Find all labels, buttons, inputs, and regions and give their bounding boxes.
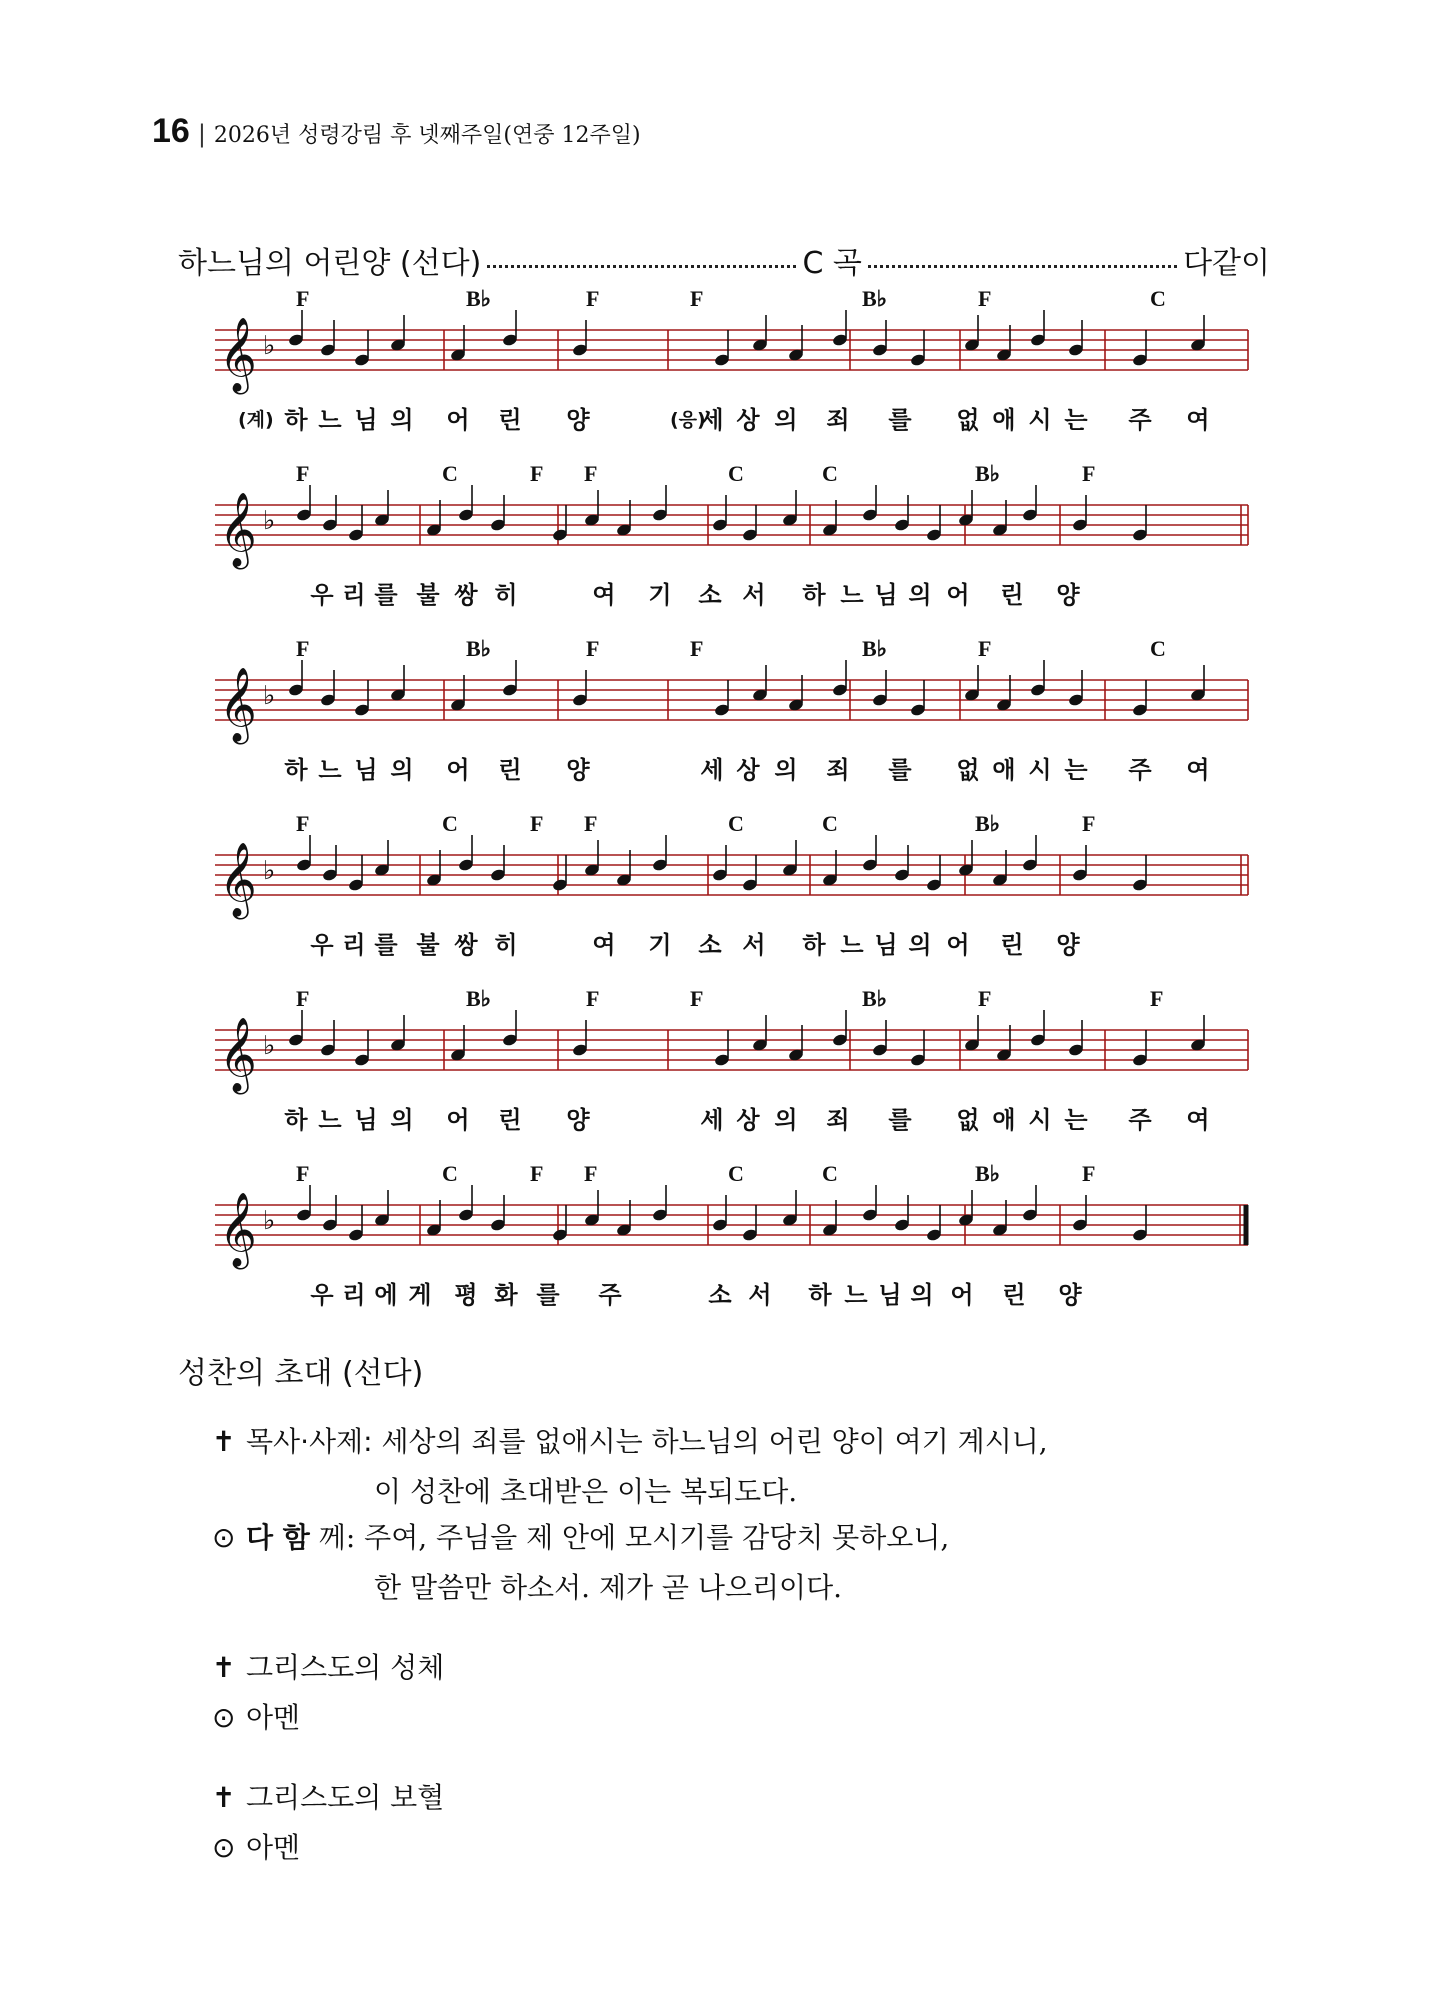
lyric-syllable: 느 — [840, 931, 864, 959]
lyric-syllable: 린 — [1002, 1281, 1026, 1309]
chord-symbol: F — [978, 286, 992, 311]
lyric-syllable: 양 — [566, 406, 590, 434]
treble-clef-icon: 𝄞 — [219, 668, 257, 742]
section-title: 성찬의 초대 (선다) — [178, 1356, 424, 1391]
chord-symbol: C — [1150, 286, 1166, 311]
chord-symbol: C — [442, 461, 458, 486]
chord-symbol: B♭ — [466, 636, 492, 661]
chord-symbol: F — [584, 461, 598, 486]
lyric-syllable: 불 — [416, 931, 440, 959]
lyric-syllable: 히 — [494, 581, 518, 609]
lyric-syllable: 를 — [888, 756, 912, 784]
lyric-syllable: 상 — [736, 756, 760, 784]
lyric-syllable: 린 — [498, 756, 522, 784]
chord-symbol: F — [296, 1161, 310, 1186]
lyric-syllable: 서 — [748, 1281, 772, 1309]
lyric-syllable: 소 — [698, 931, 722, 959]
lyric-syllable: 리 — [342, 581, 366, 609]
lyric-syllable: 님 — [354, 406, 378, 434]
lyric-syllable: 는 — [1064, 1106, 1088, 1134]
chord-symbol: F — [296, 636, 310, 661]
lyric-syllable: 어 — [950, 1281, 974, 1309]
lyric-syllable: 느 — [844, 1281, 868, 1309]
lyric-syllable: 여 — [592, 931, 616, 959]
chord-symbol: F — [584, 1161, 598, 1186]
people-role-b: 께: — [318, 1521, 356, 1554]
lyric-syllable: 의 — [774, 1106, 798, 1134]
lyric-syllable: 주 — [1128, 756, 1152, 784]
lyric-syllable: 린 — [1000, 581, 1024, 609]
flat-sign-icon: ♭ — [263, 681, 276, 711]
blood-versicle: ✝ 그리스도의 보혈 — [212, 1781, 445, 1814]
flat-sign-icon: ♭ — [263, 506, 276, 536]
lyric-syllable: 히 — [494, 931, 518, 959]
lyric-syllable: 느 — [840, 581, 864, 609]
lyric-syllable: 어 — [946, 931, 970, 959]
lyric-syllable: 를 — [536, 1281, 560, 1309]
chord-symbol: C — [442, 811, 458, 836]
lyric-syllable: 화 — [494, 1281, 518, 1309]
treble-clef-icon: 𝄞 — [219, 1018, 257, 1092]
treble-clef-icon: 𝄞 — [219, 318, 257, 392]
lyric-syllable: 여 — [1186, 1106, 1210, 1134]
lyric-syllable: 게 — [408, 1281, 432, 1309]
chord-symbol: F — [690, 986, 704, 1011]
chord-symbol: F — [1082, 461, 1096, 486]
lyric-syllable: 여 — [1186, 756, 1210, 784]
lyric-syllable: 어 — [446, 1106, 470, 1134]
people-text-2: 한 말씀만 하소서. 제가 곧 나으리이다. — [374, 1571, 843, 1604]
lyric-syllable: 리 — [342, 1281, 366, 1309]
lyric-syllable: 느 — [318, 406, 342, 434]
lyric-syllable: 애 — [992, 406, 1016, 434]
chord-symbol: C — [728, 461, 744, 486]
lyric-syllable: 기 — [648, 581, 672, 609]
flat-sign-icon: ♭ — [263, 856, 276, 886]
lyric-syllable: 우 — [310, 931, 334, 959]
treble-clef-icon: 𝄞 — [219, 493, 257, 567]
lyric-syllable: 하 — [284, 756, 308, 784]
lyric-syllable: 상 — [736, 1106, 760, 1134]
lyric-syllable: 양 — [566, 1106, 590, 1134]
lyric-syllable: 세 — [700, 756, 724, 784]
lyric-syllable: 님 — [354, 1106, 378, 1134]
lyric-syllable: 린 — [498, 1106, 522, 1134]
treble-clef-icon: 𝄞 — [219, 1193, 257, 1267]
chord-symbol: B♭ — [862, 986, 888, 1011]
chord-symbol: F — [586, 986, 600, 1011]
lyric-syllable: 쌍 — [454, 581, 478, 609]
chord-symbol: F — [296, 986, 310, 1011]
chord-symbol: B♭ — [466, 986, 492, 1011]
amen-response-2: ⊙ 아멘 — [212, 1831, 301, 1864]
chord-symbol: F — [586, 636, 600, 661]
chord-symbol: B♭ — [862, 286, 888, 311]
priest-line-1 — [212, 1420, 1048, 1460]
lyric-syllable: 의 — [774, 756, 798, 784]
lyric-syllable: 하 — [808, 1281, 832, 1309]
lyric-syllable: 서 — [742, 931, 766, 959]
lyric-syllable: 없 — [956, 756, 980, 784]
chord-symbol: F — [978, 636, 992, 661]
lyric-syllable: 없 — [956, 1106, 980, 1134]
lyric-syllable: 의 — [774, 406, 798, 434]
circle-dot-icon: ⊙ — [212, 1521, 236, 1554]
lyric-syllable: 애 — [992, 756, 1016, 784]
chord-symbol: F — [530, 461, 544, 486]
circle-dot-icon: ⊙ — [212, 1701, 236, 1734]
song-mode: 다같이 — [1183, 246, 1271, 281]
priest-role: 목사·사제: — [246, 1425, 373, 1458]
priest-text-1: 세상의 죄를 없애시는 하느님의 어린 양이 여기 계시니, — [381, 1425, 1048, 1458]
lyric-syllable: 에 — [374, 1281, 398, 1309]
lyric-syllable: 린 — [498, 406, 522, 434]
lyric-syllable: 주 — [598, 1281, 622, 1309]
lyric-syllable: 하 — [284, 406, 308, 434]
lyric-syllable: 를 — [888, 1106, 912, 1134]
lyric-syllable: 어 — [446, 756, 470, 784]
treble-clef-icon: 𝄞 — [219, 843, 257, 917]
lyric-syllable: 양 — [566, 756, 590, 784]
page-number: 16 — [152, 112, 190, 150]
lyric-syllable: 소 — [708, 1281, 732, 1309]
lyric-syllable: 님 — [354, 756, 378, 784]
lyric-syllable: 를 — [374, 581, 398, 609]
lyric-syllable: 리 — [342, 931, 366, 959]
chord-symbol: C — [442, 1161, 458, 1186]
lyric-syllable: 쌍 — [454, 931, 478, 959]
header-title: 2026년 성령강림 후 넷째주일(연중 12주일) — [213, 123, 641, 148]
lyric-syllable: 님 — [874, 931, 898, 959]
lyric-syllable: 님 — [878, 1281, 902, 1309]
lyric-syllable: 죄 — [826, 1106, 850, 1134]
chord-symbol: F — [1150, 986, 1164, 1011]
cross-icon: ✝ — [212, 1651, 236, 1684]
people-role-a: 다 함 — [246, 1521, 310, 1554]
chord-symbol: C — [822, 811, 838, 836]
lyric-syllable: 의 — [910, 1281, 934, 1309]
lyric-syllable: 여 — [1186, 406, 1210, 434]
lyric-syllable: 느 — [318, 756, 342, 784]
people-text-1: 주여, 주님을 제 안에 모시기를 감당치 못하오니, — [364, 1521, 950, 1554]
chord-symbol: F — [296, 811, 310, 836]
chord-symbol: F — [296, 286, 310, 311]
chord-symbol: F — [584, 811, 598, 836]
lyric-syllable: 서 — [742, 581, 766, 609]
lyric-syllable: 죄 — [826, 756, 850, 784]
chord-symbol: F — [690, 636, 704, 661]
lyric-syllable: 평 — [454, 1281, 478, 1309]
lyric-syllable: 세 — [700, 1106, 724, 1134]
circle-dot-icon: ⊙ — [212, 1831, 236, 1864]
lyric-syllable: 양 — [1058, 1281, 1082, 1309]
lyric-syllable: 없 — [956, 406, 980, 434]
cross-icon: ✝ — [212, 1425, 236, 1458]
lyric-syllable: 님 — [874, 581, 898, 609]
lyric-syllable: 소 — [698, 581, 722, 609]
chord-symbol: F — [690, 286, 704, 311]
lyric-syllable: 시 — [1028, 406, 1052, 434]
chord-symbol: F — [1082, 811, 1096, 836]
lyric-syllable: 하 — [284, 1106, 308, 1134]
chord-symbol: F — [978, 986, 992, 1011]
lyric-syllable: 는 — [1064, 756, 1088, 784]
lyric-syllable: 애 — [992, 1106, 1016, 1134]
lyric-syllable: 기 — [648, 931, 672, 959]
body-versicle: ✝ 그리스도의 성체 — [212, 1651, 445, 1684]
lyric-syllable: 양 — [1056, 931, 1080, 959]
chord-symbol: C — [728, 1161, 744, 1186]
chord-symbol: C — [822, 461, 838, 486]
priest-text-2: 이 성찬에 초대받은 이는 복되도다. — [374, 1475, 798, 1508]
chord-symbol: B♭ — [466, 286, 492, 311]
lyric-syllable: 시 — [1028, 756, 1052, 784]
chord-symbol: F — [530, 1161, 544, 1186]
chord-symbol: C — [1150, 636, 1166, 661]
chord-symbol: B♭ — [975, 1161, 1001, 1186]
lyric-syllable: 의 — [390, 406, 414, 434]
lyric-syllable: 를 — [374, 931, 398, 959]
chord-symbol: B♭ — [862, 636, 888, 661]
lyric-syllable: 상 — [736, 406, 760, 434]
lyric-syllable: 의 — [390, 756, 414, 784]
song-tune: C 곡 — [802, 246, 862, 281]
lyric-syllable: 는 — [1064, 406, 1088, 434]
lyric-syllable: 여 — [592, 581, 616, 609]
lyric-syllable: 주 — [1128, 1106, 1152, 1134]
chord-symbol: F — [1082, 1161, 1096, 1186]
lyric-syllable: 불 — [416, 581, 440, 609]
lyric-syllable: 어 — [446, 406, 470, 434]
chord-symbol: C — [822, 1161, 838, 1186]
cross-icon: ✝ — [212, 1781, 236, 1814]
header-separator: | — [197, 120, 206, 148]
lyric-syllable: 우 — [310, 581, 334, 609]
song-title: 하느님의 어린양 (선다) — [178, 246, 482, 281]
lyric-syllable: 를 — [888, 406, 912, 434]
lyric-syllable: 의 — [390, 1106, 414, 1134]
flat-sign-icon: ♭ — [263, 1031, 276, 1061]
people-line-1 — [212, 1516, 949, 1556]
lyric-syllable: 시 — [1028, 1106, 1052, 1134]
lyric-syllable: 하 — [802, 581, 826, 609]
speaker-prefix: (응) — [670, 409, 706, 431]
lyric-syllable: 세 — [700, 406, 724, 434]
lyric-syllable: 느 — [318, 1106, 342, 1134]
lyric-syllable: 우 — [310, 1281, 334, 1309]
chord-symbol: B♭ — [975, 811, 1001, 836]
chord-symbol: F — [586, 286, 600, 311]
lyric-syllable: 의 — [908, 581, 932, 609]
lyric-syllable: 린 — [1000, 931, 1024, 959]
chord-symbol: C — [728, 811, 744, 836]
lyric-syllable: 주 — [1128, 406, 1152, 434]
lyric-syllable: 양 — [1056, 581, 1080, 609]
lyric-syllable: 어 — [946, 581, 970, 609]
chord-symbol: F — [296, 461, 310, 486]
lyric-syllable: 하 — [802, 931, 826, 959]
amen-response-1: ⊙ 아멘 — [212, 1701, 301, 1734]
chord-symbol: B♭ — [975, 461, 1001, 486]
lyric-syllable: 죄 — [826, 406, 850, 434]
flat-sign-icon: ♭ — [263, 1206, 276, 1236]
speaker-prefix: (계) — [238, 409, 274, 431]
lyric-syllable: 의 — [908, 931, 932, 959]
chord-symbol: F — [530, 811, 544, 836]
flat-sign-icon: ♭ — [263, 331, 276, 361]
